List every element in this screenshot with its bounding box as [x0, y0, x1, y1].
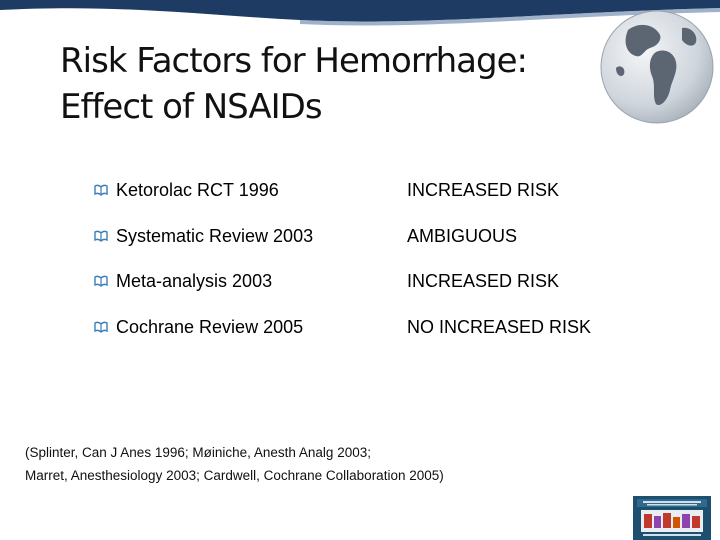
- book-bullet-icon: [94, 230, 108, 242]
- title-line-1: Risk Factors for Hemorrhage:: [60, 41, 527, 81]
- study-label: Meta-analysis 2003: [116, 271, 273, 291]
- list-item: [94, 263, 654, 309]
- citation-line-2: Marret, Anesthesiology 2003; Cardwell, Cochrane Collaboration 2005): [25, 468, 444, 483]
- book-bullet-icon: [94, 275, 108, 287]
- society-logo: [633, 496, 711, 540]
- book-bullet-icon: [94, 321, 108, 333]
- citation: [25, 441, 585, 487]
- study-label: Cochrane Review 2005: [116, 316, 304, 337]
- risk-result: INCREASED RISK: [407, 271, 560, 291]
- study-label: Systematic Review 2003: [116, 225, 314, 246]
- list-item: [94, 309, 654, 355]
- risk-list: [94, 172, 654, 354]
- citation-line-1: (Splinter, Can J Anes 1996; Møiniche, Anesth Analg 2003;: [25, 445, 371, 460]
- list-item: [94, 172, 654, 218]
- risk-result: AMBIGUOUS: [407, 225, 518, 246]
- slide-title: [60, 38, 590, 130]
- list-item: [94, 218, 654, 264]
- risk-result: INCREASED RISK: [407, 180, 560, 200]
- risk-result: NO INCREASED RISK: [407, 316, 592, 337]
- title-line-2: Effect of NSAIDs: [60, 87, 322, 127]
- study-label: Ketorolac RCT 1996: [116, 180, 279, 200]
- globe-icon: [598, 8, 716, 126]
- book-bullet-icon: [94, 184, 108, 196]
